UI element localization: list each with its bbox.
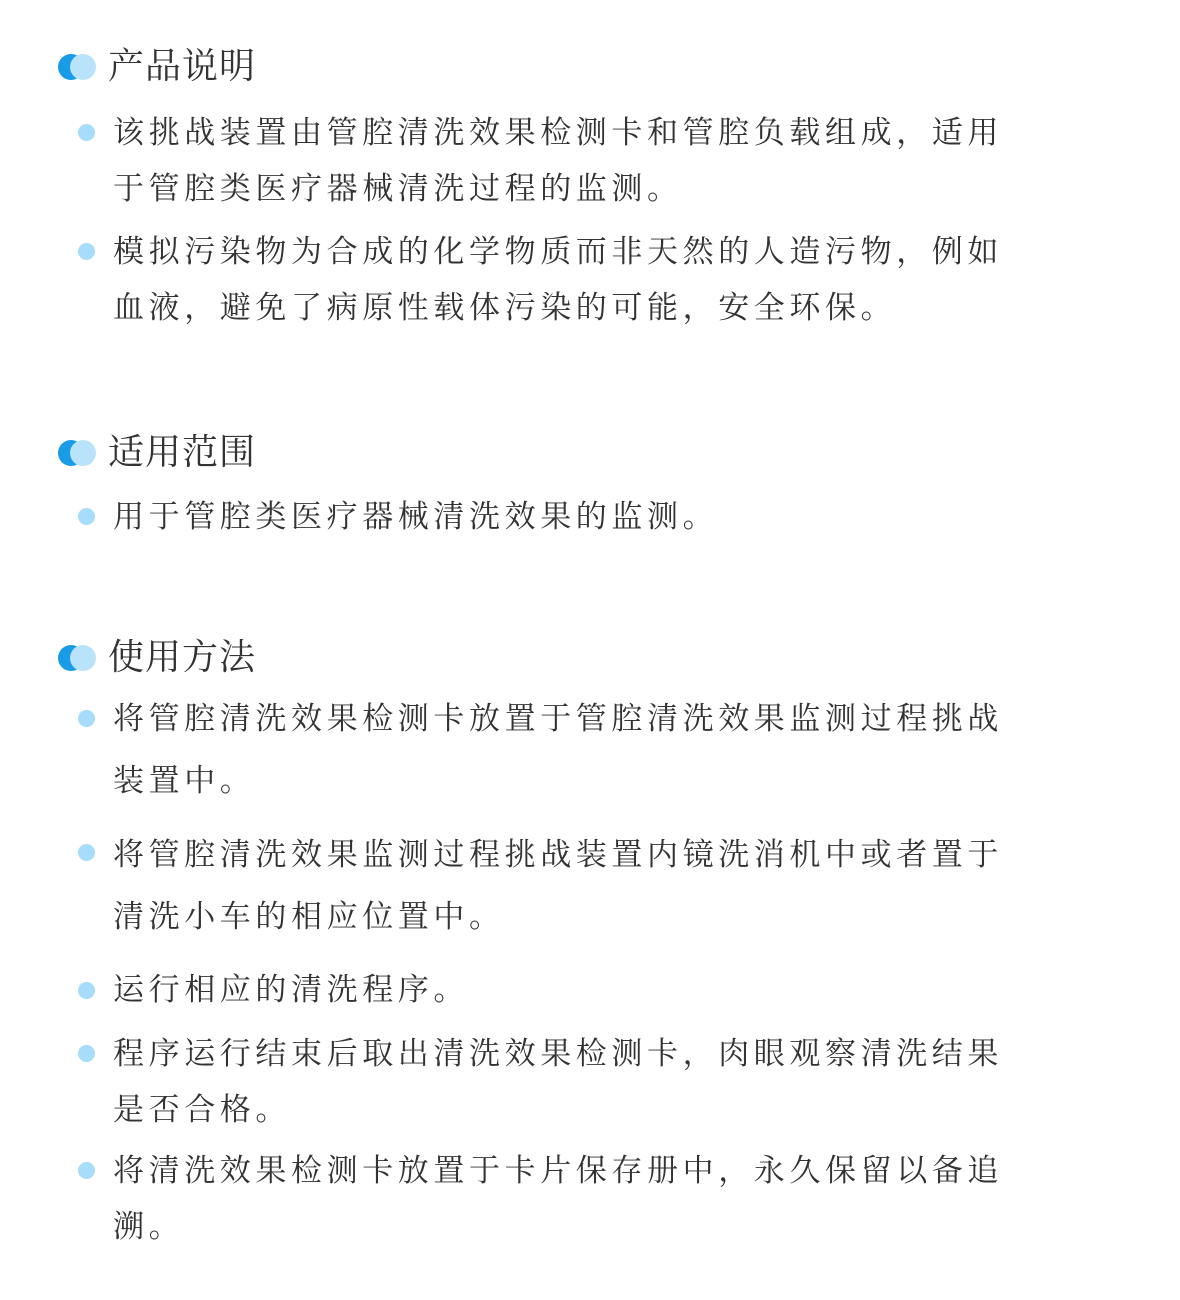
list-item-text: 将清洗效果检测卡放置于卡片保存册中，永久保留以备追溯。	[113, 1153, 1003, 1245]
bullet-dot-icon	[78, 1162, 95, 1179]
bullet-dot-icon	[78, 243, 95, 260]
section-dots-icon	[58, 645, 96, 671]
list-item-text: 模拟污染物为合成的化学物质而非天然的人造污物，例如血液，避免了病原性载体污染的可能，安全环保。	[113, 234, 1003, 326]
bullet-dot-icon	[78, 508, 95, 525]
section-header	[58, 638, 256, 678]
bullet-dot-icon	[78, 710, 95, 727]
bullet-dot-icon	[78, 1045, 95, 1062]
bullet-dot-icon	[78, 982, 95, 999]
list-item-text: 该挑战装置由管腔清洗效果检测卡和管腔负载组成，适用于管腔类医疗器械清洗过程的监测。	[113, 115, 1003, 207]
list-item-text: 程序运行结束后取出清洗效果检测卡，肉眼观察清洗结果是否合格。	[113, 1036, 1003, 1128]
section-title: 使用方法	[108, 637, 257, 678]
section-title: 产品说明	[108, 46, 257, 87]
list-item-text: 运行相应的清洗程序。	[113, 972, 469, 1008]
section-header	[58, 433, 256, 473]
section-dots-icon	[58, 54, 96, 80]
list-item-text: 将管腔清洗效果监测过程挑战装置内镜洗消机中或者置于清洗小车的相应位置中。	[113, 837, 1003, 935]
list-item-text: 将管腔清洗效果检测卡放置于管腔清洗效果监测过程挑战装置中。	[113, 701, 1003, 799]
section-dots-icon	[58, 440, 96, 466]
bullet-dot-icon	[78, 124, 95, 141]
section-title: 适用范围	[108, 432, 257, 473]
section-header	[58, 47, 256, 87]
list-item-text: 用于管腔类医疗器械清洗效果的监测。	[113, 499, 719, 535]
bullet-dot-icon	[78, 844, 95, 861]
